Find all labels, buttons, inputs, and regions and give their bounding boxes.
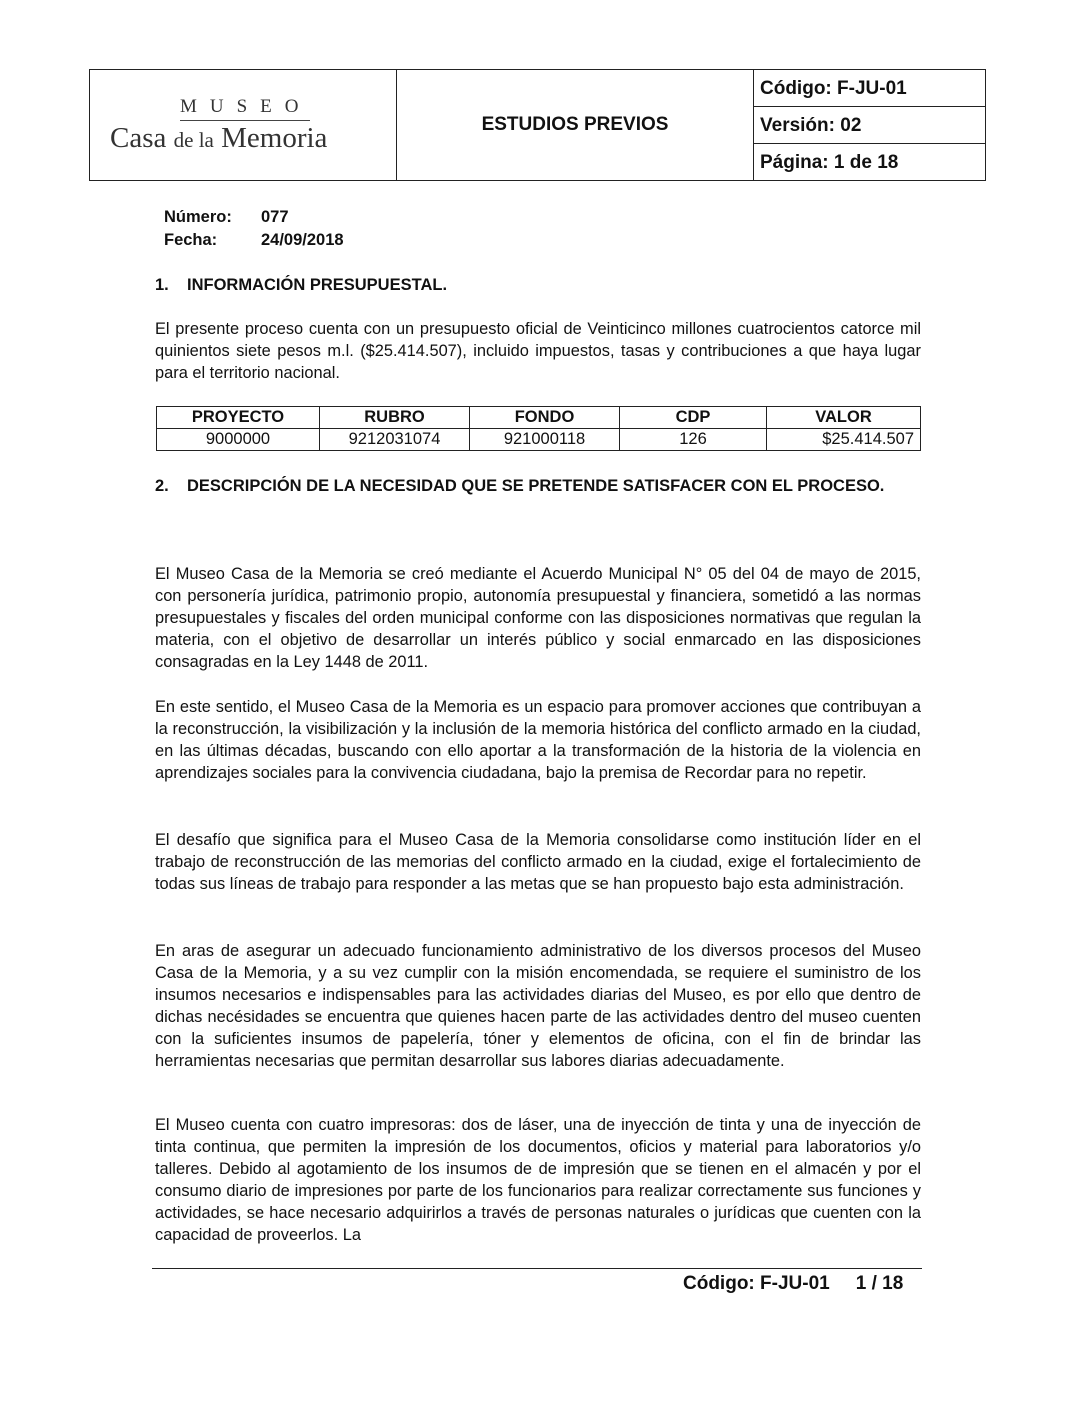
header-version: Versión: 02 [754,107,985,144]
section-1-heading [155,275,921,296]
section-2-title: DESCRIPCIÓN DE LA NECESIDAD QUE SE PRETENDE SATISFACER CON EL PROCESO. [187,477,885,495]
footer-page-number: 1 / 18 [855,1273,904,1294]
cell-rubro: 9212031074 [320,429,470,451]
cell-valor: $25.414.507 [767,429,921,451]
header-code: Código: F-JU-01 [754,70,985,107]
column-header-proyecto: PROYECTO [157,407,320,429]
number-label: Número: [164,208,232,226]
date-label: Fecha: [164,231,218,249]
page-footer [683,1273,903,1295]
cell-fondo: 921000118 [470,429,620,451]
column-header-rubro: RUBRO [320,407,470,429]
logo-casa-word: Casa [110,122,167,154]
number-value: 077 [261,208,289,226]
document-header [89,69,986,181]
section-1-title: INFORMACIÓN PRESUPUESTAL. [187,276,448,294]
column-header-fondo: FONDO [470,407,620,429]
section-2-paragraph-5: El Museo cuenta con cuatro impresoras: dos de láser, una de inyección de tinta y una de inyección de tinta continua, que permiten la impresión de los documentos, oficios y material para laboratorios y/o talleres. Debido al agotamiento de los insumos de de impresión que se tienen en el almacén y por el consumo diario de impresiones por parte de los funcionarios para realizar correctamente sus funciones y actividades, se hace necesario adquirirlos a través de personas naturales o jurídicas que cuenten con la capacidad de proveerlos. La [155,1116,921,1244]
date-value: 24/09/2018 [261,231,344,249]
section-2-paragraph-2: En este sentido, el Museo Casa de la Memoria es un espacio para promover acciones que contribuyan a la reconstrucción, la visibilización y la inclusión de la memoria histórica del conflicto armado en la ciudad, en las últimas décadas, buscando con ello aportar a la transformación de la historia de la violencia en aprendizajes sociales para la convivencia ciudadana, bajo la premisa de Recordar para no repetir. [155,698,921,782]
footer-code: Código: F-JU-01 [683,1273,830,1294]
section-2-heading [155,476,921,497]
section-2-number: 2. [155,477,169,495]
section-2-paragraph-4: En aras de asegurar un adecuado funcionamiento administrativo de los diversos procesos del Museo Casa de la Memoria, y a su vez cumplir con la misión encomendada, se requiere el suministro de los insumos necesarios e indispensables para las actividades diarias del Museo, es por ello que dentro de dichas necésidades se encuentra que quienes hacen parte de las actividades dentro del museo cuenten con la suficientes insumos de papelería, tóner y elementos de oficina, con el fin de brindar las herramientas necesarias que permitan desarrollar sus labores diarias adecuadamente. [155,942,921,1070]
column-header-cdp: CDP [620,407,767,429]
header-page: Página: 1 de 18 [760,152,899,173]
table-row [157,429,921,451]
cell-cdp: 126 [620,429,767,451]
footer-divider [152,1268,922,1269]
column-header-valor: VALOR [767,407,921,429]
logo-de-la-word: de la [173,128,214,152]
logo-museo-text: MUSEO [180,96,310,121]
cell-proyecto: 9000000 [157,429,320,451]
document-title: ESTUDIOS PREVIOS [397,70,754,180]
museum-logo [90,70,397,180]
document-meta [754,70,985,180]
budget-table-header-row [157,407,921,429]
section-1-paragraph: El presente proceso cuenta con un presupuesto oficial de Veinticinco millones cuatrocientos catorce mil quinientos siete pesos m.l. ($25.414.507), incluido impuestos, tasas y contribuciones a que haya lugar para el territorio nacional. [155,320,921,382]
section-2-paragraph-3: El desafío que significa para el Museo Casa de la Memoria consolidarse como institución líder en el trabajo de reconstrucción de las memorias del conflicto armado en la ciudad, exige el fortalecimiento de todas sus líneas de trabajo para responder a las metas que se han propuesto bajo esta administración. [155,831,921,893]
logo-casa-text [110,122,390,155]
section-2-paragraph-1: El Museo Casa de la Memoria se creó mediante el Acuerdo Municipal N° 05 del 04 de mayo de 2015, con personería jurídica, patrimonio propio, autonomía presupuestal y financiera, sometidó a las normas presupuestales y fiscales del orden municipal conforme con las disposiciones normativas que regulan la materia, con el objetivo de desarrollar un interés público y social enmarcado en las disposiciones consagradas en la Ley 1448 de 2011. [155,565,921,671]
budget-table [156,406,921,451]
section-1-number: 1. [155,276,169,294]
logo-memoria-word: Memoria [221,122,328,154]
document-number [164,208,289,227]
document-date [164,231,344,250]
